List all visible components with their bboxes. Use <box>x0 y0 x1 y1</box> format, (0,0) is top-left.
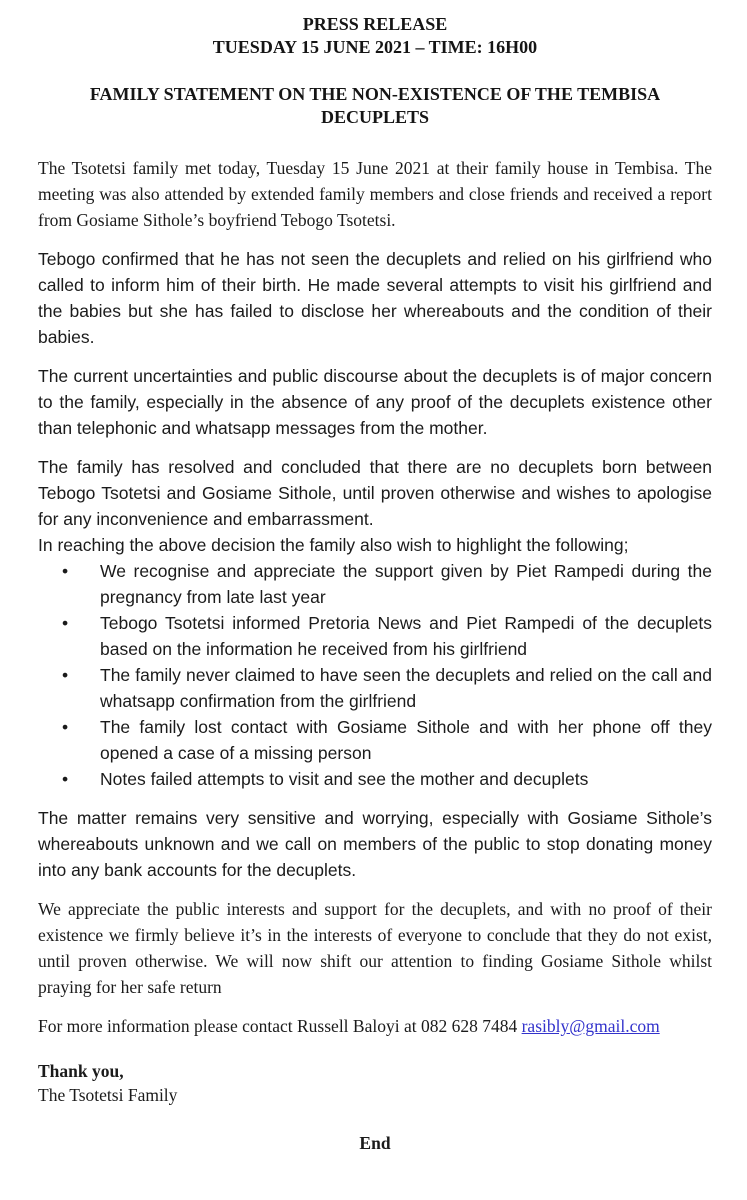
signoff-family-name: The Tsotetsi Family <box>38 1085 178 1105</box>
contact-text: For more information please contact Russell Baloyi at 082 628 7484 <box>38 1016 518 1036</box>
document-header <box>38 13 712 59</box>
bullet-text: The family lost contact with Gosiame Sithole and with her phone off they opened a case of a missing person <box>100 717 712 763</box>
list-item <box>62 714 712 766</box>
header-press-release: PRESS RELEASE <box>302 14 448 34</box>
signoff-block <box>38 1059 712 1107</box>
bullet-text: Notes failed attempts to visit and see the mother and decuplets <box>100 769 589 789</box>
bullet-icon: • <box>62 561 69 581</box>
list-item <box>62 662 712 714</box>
bullet-icon: • <box>62 665 69 685</box>
paragraph-resolution-intro: In reaching the above decision the family also wish to highlight the following; <box>38 535 629 555</box>
signoff-thanks: Thank you, <box>38 1061 124 1081</box>
bullet-icon: • <box>62 717 69 737</box>
contact-paragraph <box>38 1013 712 1039</box>
bullet-text: Tebogo Tsotetsi informed Pretoria News and Piet Rampedi of the decuplets based on the information he received from his girlfriend <box>100 613 712 659</box>
highlight-bullet-list <box>38 558 712 792</box>
bullet-icon: • <box>62 613 69 633</box>
list-item <box>62 610 712 662</box>
header-date-time: TUESDAY 15 JUNE 2021 – TIME: 16H00 <box>212 37 538 57</box>
statement-title: FAMILY STATEMENT ON THE NON-EXISTENCE OF THE TEMBISA DECUPLETS <box>89 84 661 127</box>
list-item <box>62 766 712 792</box>
paragraph-intro: The Tsotetsi family met today, Tuesday 15 June 2021 at their family house in Tembisa. The meeting was also attended by extended family members and close friends and received a report from Gosiame Sithole’s boyfriend Tebogo Tsotetsi. <box>38 158 712 230</box>
bullet-text: The family never claimed to have seen the decuplets and relied on the call and whatsapp confirmation from the girlfriend <box>100 665 712 711</box>
paragraph-appreciate: We appreciate the public interests and support for the decuplets, and with no proof of their existence we firmly believe it’s in the interests of everyone to conclude that they do not exist, until proven otherwise. We will now shift our attention to finding Gosiame Sithole whilst praying for her safe return <box>38 899 712 997</box>
paragraph-tebogo-confirmation: Tebogo confirmed that he has not seen the decuplets and relied on his girlfriend who called to inform him of their birth. He made several attempts to visit his girlfriend and the babies but she has failed to disclose her whereabouts and the condition of their babies. <box>38 249 712 347</box>
end-marker: End <box>359 1133 391 1153</box>
paragraph-uncertainties: The current uncertainties and public discourse about the decuplets is of major concern to the family, especially in the absence of any proof of the decuplets existence other than telephonic and whatsapp messages from the mother. <box>38 366 712 438</box>
contact-email-link[interactable]: rasibly@gmail.com <box>521 1016 660 1036</box>
bullet-icon: • <box>62 769 69 789</box>
paragraph-matter-sensitive: The matter remains very sensitive and worrying, especially with Gosiame Sithole’s whereabouts unknown and we call on members of the public to stop donating money into any bank accounts for the decuplets. <box>38 808 712 880</box>
paragraph-resolution: The family has resolved and concluded that there are no decuplets born between Tebogo Tsotetsi and Gosiame Sithole, until proven otherwise and wishes to apologise for any inconvenience and embarrassment. <box>38 457 712 529</box>
bullet-text: We recognise and appreciate the support given by Piet Rampedi during the pregnancy from late last year <box>100 561 712 607</box>
list-item <box>62 558 712 610</box>
